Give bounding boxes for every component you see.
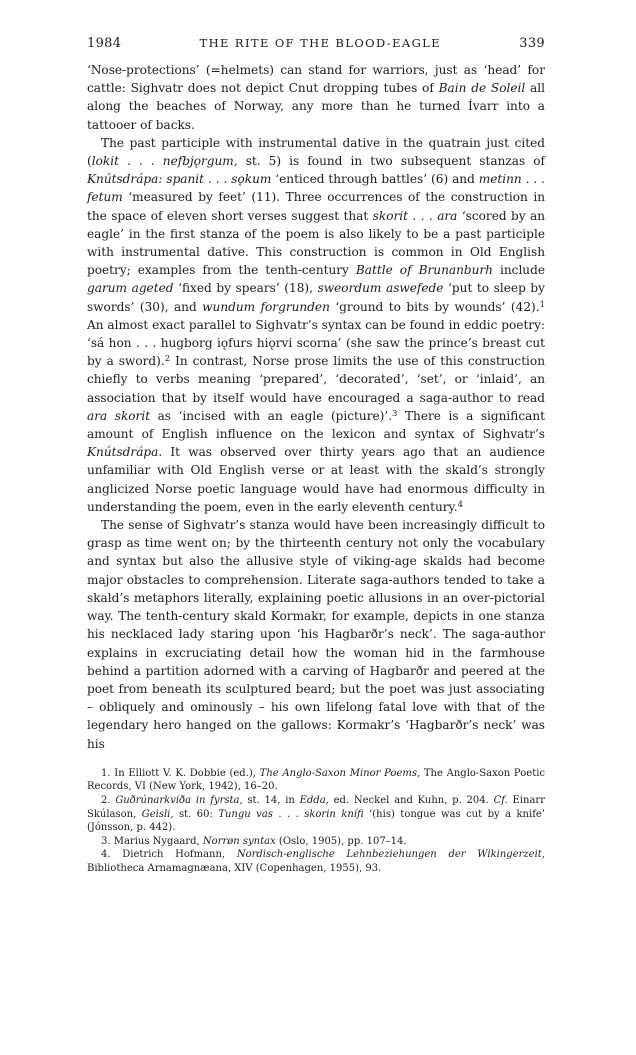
text-run: Einarr Skúlason,: [87, 794, 545, 820]
italic-text: wundum forgrunden: [202, 299, 330, 314]
text-run: ‘scored by an eagle’ in the first stanza of the poem is also likely to be a past participle with instrumental dative. This construction is common in Old English poetry; examples from the tenth-century: [87, 208, 546, 278]
text-run: st. 60:: [173, 808, 219, 820]
paragraph: [87, 516, 545, 753]
footnote-ref: 1: [539, 298, 545, 309]
italic-text: Guðrúnarkviða in fyrsta,: [115, 794, 243, 806]
footnote: [87, 767, 545, 794]
italic-text: lokit . . . nefbjǫrgum,: [91, 154, 238, 169]
text-run: include: [492, 263, 545, 278]
text-run: There is a significant amount of English influence on the lexicon and syntax of Sighvatr’s: [87, 408, 545, 442]
footnote: [87, 835, 545, 849]
text-run: 1. In Elliott V. K. Dobbie (ed.),: [101, 767, 260, 779]
text-run: In contrast, Norse prose limits the use of this construction chiefly to verbs meaning ‘prepared’, ‘decorated’, ‘set’, or ‘inlaid’, an association that by itself would have encouraged a saga-author to read: [87, 354, 545, 405]
paragraph: [87, 134, 545, 516]
italic-text: metinn . . . fetum: [87, 172, 546, 205]
italic-text: Geisli,: [141, 808, 174, 820]
text-run: ‘ground to bits by wounds’ (42).: [329, 299, 540, 314]
italic-text: Knútsdrápa: spanit . . . sǫkum: [87, 172, 272, 187]
footnote: [87, 848, 545, 875]
text-run: ‘fixed by spears’ (18),: [173, 281, 318, 296]
footnote-ref: 2: [164, 353, 171, 364]
footnote-ref: 3: [392, 407, 398, 418]
text-run: (Oslo, 1905), pp. 107–14.: [275, 835, 407, 847]
footnote: [87, 794, 545, 835]
text-run: An almost exact parallel to Sighvatr’s syntax can be found in eddic poetry: ‘sá hon . . . hugborg iǫfurs hiǫrvi scorna’ (she saw the prince’s breast cut by a sword).: [87, 317, 545, 369]
footnote-ref: 4: [457, 498, 463, 509]
footnotes: [87, 767, 545, 876]
italic-text: Edda,: [299, 794, 329, 806]
italic-text: Battle of Brunanburh: [355, 263, 493, 278]
italic-text: skorit . . . ara: [372, 208, 458, 223]
italic-text: garum ageted: [87, 281, 174, 296]
italic-text: Knútsdrápa.: [87, 445, 163, 460]
italic-text: Bain de Soleil: [438, 81, 526, 96]
year: 1984: [87, 36, 122, 51]
italic-text: Tungu vas . . . skorin knífi: [218, 808, 364, 820]
text-run: 2.: [101, 794, 116, 806]
running-title: THE RITE OF THE BLOOD-EAGLE: [199, 36, 442, 50]
text-run: ‘enticed through battles’ (6) and: [271, 172, 479, 187]
text-run: st. 14, in: [242, 794, 300, 806]
paragraph: [87, 61, 545, 134]
page-number: 339: [519, 36, 545, 51]
text-run: as ‘incised with an eagle (picture)’.: [150, 408, 393, 423]
text-run: ‘put to sleep by swords’ (30), and: [87, 281, 546, 314]
italic-text: ara skorit: [87, 408, 151, 423]
text-run: 3. Marius Nygaard,: [101, 835, 203, 847]
text-run: st. 5) is found in two subsequent stanzas of: [237, 154, 545, 169]
page-header: [87, 36, 545, 51]
text-run: ed. Neckel and Kuhn, p. 204.: [328, 794, 494, 806]
italic-text: sweordum aswefede: [317, 281, 444, 296]
text-run: The Anglo-Saxon Poetic Records, VI (New York, 1942), 16–20.: [87, 767, 546, 793]
text-run: all along the beaches of Norway, any more than he turned Ívarr into a tattooer of backs.: [87, 81, 545, 132]
text-run: ‘Nose-protections’ (=helmets) can stand for warriors, just as ‘head’ for cattle: Sighvatr does not depict Cnut dropping tubes of: [87, 63, 545, 96]
italic-text: Nordisch-englische Lehnbeziehungen der Wikingerzeit,: [236, 849, 545, 861]
text-run: The sense of Sighvatr’s stanza would have been increasingly difficult to grasp as time went on; by the thirteenth century not only the vocabulary and syntax but also the allusive style of viking-age skalds had become major obstacles to comprehension. Literate saga-authors tended to take a skald’s metaphors literally, explaining poetic allusions in an over-pictorial way. The tenth-century skald Kormakr, for example, depicts in one stanza his necklaced lady staring upon ‘his Hagbarðr’s neck’. The saga-author explains in excruciating detail how the woman hid in the farmhouse behind a partition adorned with a carving of Hagbarðr and peered at the poet from beneath its sculptured beard; but the poet was just associating – obliquely and ominously – his own lifelong fatal love with that of the legendary hero hanged on the gallows: Kormakr’s ‘Hagbarðr’s neck’ was his: [87, 518, 545, 751]
italic-text: Cf.: [493, 794, 508, 806]
text-run: It was observed over thirty years ago that an audience unfamiliar with Old English verse or at least with the skald’s strongly anglicized Norse poetic language would have had enormous difficulty in understanding the poem, even in the early eleventh century.: [87, 445, 545, 514]
body-text: [87, 61, 545, 753]
text-run: 4. Dietrich Hofmann,: [101, 849, 237, 861]
text-run: Bibliotheca Arnamagnæana, XIV (Copenhagen, 1955), 93.: [87, 862, 382, 874]
text-run: The past participle with instrumental dative in the quatrain just cited (: [87, 135, 545, 169]
italic-text: The Anglo-Saxon Minor Poems,: [259, 767, 421, 779]
text-run: ‘measured by feet’ (11). Three occurrences of the construction in the space of eleven short verses suggest that: [87, 190, 545, 223]
text-run: ‘(his) tongue was cut by a knife’ (Jónsson, p. 442).: [87, 808, 545, 834]
italic-text: Norrøn syntax: [202, 835, 276, 847]
journal-page: [87, 36, 545, 875]
